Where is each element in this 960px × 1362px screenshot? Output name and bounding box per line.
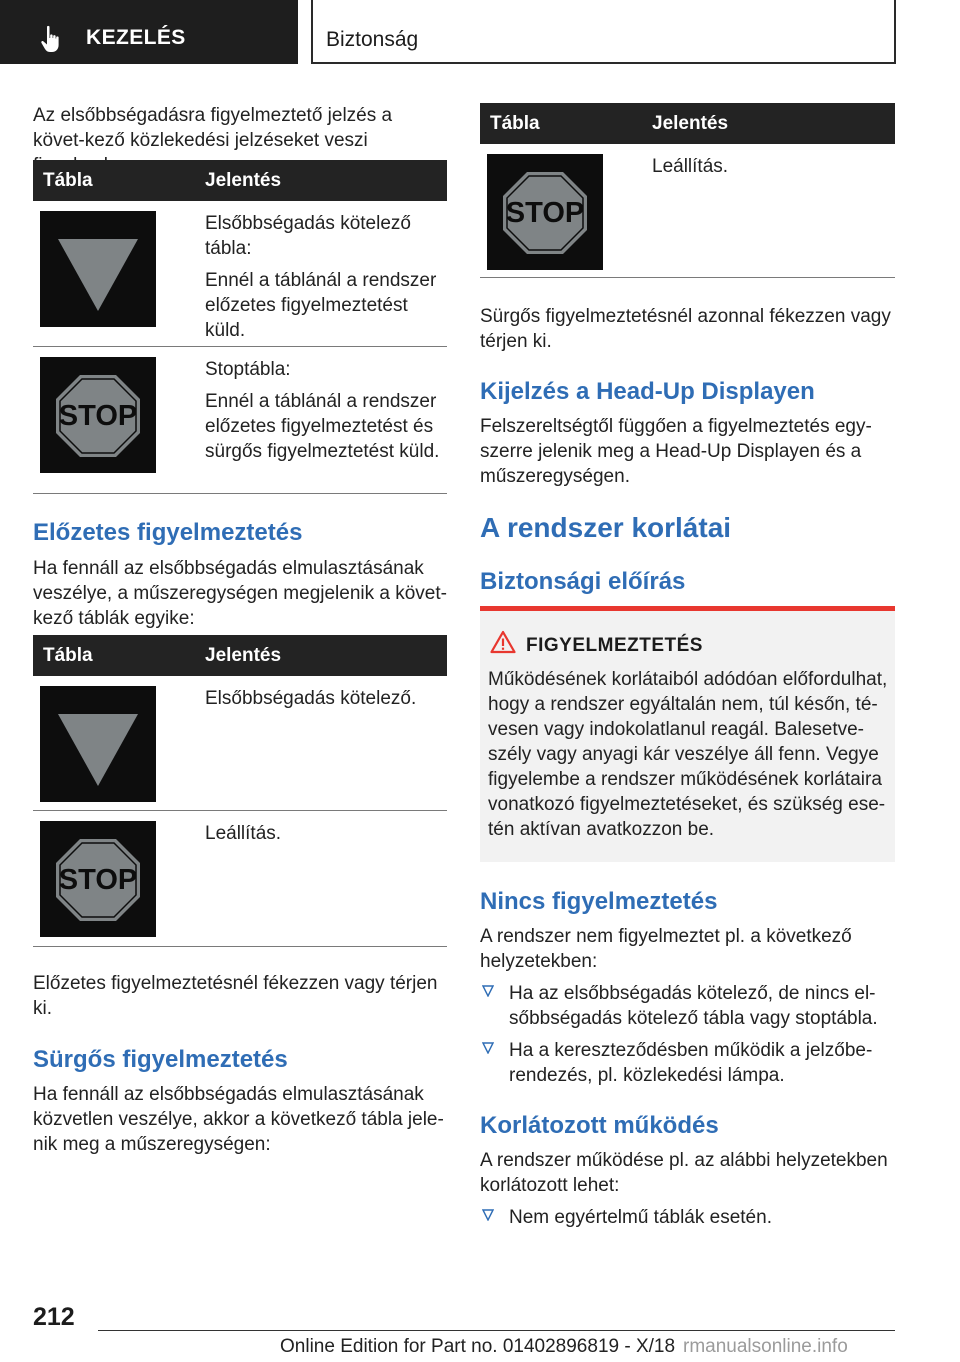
- urgent-paragraph: Ha fennáll az elsőbbségadás elmulasztásának közvetlen veszélye, akkor a következő tábla jele-nik meg a műszeregységen:: [33, 1084, 444, 1155]
- warning-body: Működésének korlátaiból adódóan előfordulhat, hogy a rendszer egyáltalán nem, túl későn, té-vesen vagy indokolatlanul reagál. Balesetve-szély vagy anyagi kár veszélye áll fenn. Vegye figyelembe a rendszer működésének korlátaira vonatkozó figyelmeztetéseket, és szükség ese-tén aktívan avatkozzon be.: [488, 669, 888, 840]
- preliminary-paragraph: Ha fennáll az elsőbbségadás elmulasztásának veszélye, a műszeregységen megjelenik a követ-kező táblák egyike:: [33, 558, 447, 629]
- table-header: [33, 635, 447, 676]
- heading-no-warning: Nincs figyelmeztetés: [480, 888, 718, 915]
- column-header-sign: Tábla: [490, 113, 540, 134]
- list-item: [480, 981, 895, 1031]
- urgent-brake-paragraph: Sürgős figyelmeztetésnél azonnal fékezzen vagy térjen ki.: [480, 306, 891, 352]
- stop-sign-text: STOP: [58, 864, 138, 896]
- warning-box: [480, 606, 895, 862]
- meaning-cell: [205, 686, 450, 718]
- warning-title: FIGYELMEZTETÉS: [526, 635, 703, 656]
- stop-sign-icon: [40, 357, 156, 473]
- meaning-line: Ennél a táblánál a rendszer előzetes figyelmeztetést küld.: [205, 270, 437, 341]
- list-item-text: Ha az elsőbbségadás kötelező, de nincs el-sőbbségadás kötelező tábla vagy stoptábla.: [509, 983, 878, 1029]
- edition-note: Online Edition for Part no. 01402896819 - X/18: [280, 1336, 676, 1357]
- stop-sign-text: STOP: [505, 197, 585, 229]
- list-item-text: Ha a kereszteződésben működik a jelzőbe-rendezés, pl. közlekedési lámpa.: [509, 1040, 873, 1086]
- hud-paragraph: Felszereltségtől függően a figyelmeztetés egy-szerre jelenik meg a Head-Up Displayen és a műszeregységen.: [480, 416, 872, 487]
- breadcrumb: [311, 0, 896, 64]
- heading-urgent-warning: Sürgős figyelmeztetés: [33, 1046, 288, 1073]
- column-header-sign: Tábla: [43, 645, 93, 666]
- no-warning-paragraph: A rendszer nem figyelmeztet pl. a következő helyzetekben:: [480, 926, 852, 972]
- meaning-cell: [205, 821, 450, 853]
- section-tab[interactable]: [0, 0, 298, 64]
- bullet-triangle-icon: [482, 1042, 494, 1054]
- table-row: [33, 811, 447, 947]
- list-item-text: Nem egyértelmű táblák esetén.: [509, 1207, 772, 1228]
- column-header-meaning: Jelentés: [652, 113, 729, 134]
- heading-preliminary-warning: Előzetes figyelmeztetés: [33, 519, 303, 546]
- meaning-line: Ennél a táblánál a rendszer előzetes figyelmeztetést és sürgős figyelmeztetést küld.: [205, 391, 440, 462]
- heading-system-limits: A rendszer korlátai: [480, 512, 732, 543]
- meaning-cell: [205, 211, 450, 350]
- table-row: [480, 144, 895, 278]
- table-row: [33, 347, 447, 494]
- heading-restricted-operation: Korlátozott működés: [480, 1112, 719, 1139]
- yield-sign-icon: [40, 686, 156, 802]
- column-header-meaning: Jelentés: [205, 170, 282, 191]
- sign-table-3: [480, 103, 895, 278]
- yield-sign-icon: [40, 211, 156, 327]
- restricted-paragraph: A rendszer működése pl. az alábbi helyzetekben korlátozott lehet:: [480, 1150, 888, 1196]
- section-tab-label: KEZELÉS: [86, 26, 186, 49]
- table-header: [33, 160, 447, 201]
- list-item: [480, 1205, 895, 1230]
- meaning-line: Leállítás.: [205, 823, 282, 844]
- meaning-line: Elsőbbségadás kötelező tábla:: [205, 213, 411, 259]
- preliminary-brake-paragraph: Előzetes figyelmeztetésnél fékezzen vagy térjen ki.: [33, 973, 438, 1019]
- list-item: [480, 1038, 895, 1088]
- bullet-triangle-icon: [482, 985, 494, 997]
- stop-sign-icon: [40, 821, 156, 937]
- stop-sign-text: STOP: [58, 400, 138, 432]
- warning-triangle-icon: [490, 630, 516, 654]
- meaning-cell: [652, 154, 897, 186]
- hand-pointer-icon: [38, 24, 66, 54]
- breadcrumb-label: Biztonság: [326, 28, 419, 51]
- table-row: [33, 676, 447, 811]
- heading-head-up-display: Kijelzés a Head-Up Displayen: [480, 378, 815, 405]
- page-number: 212: [33, 1303, 75, 1331]
- table-row: [33, 201, 447, 347]
- footer-divider: [98, 1330, 895, 1331]
- meaning-line: Elsőbbségadás kötelező.: [205, 688, 417, 709]
- meaning-line: Stoptábla:: [205, 359, 291, 380]
- bullet-triangle-icon: [482, 1209, 494, 1221]
- table-header: [480, 103, 895, 144]
- heading-safety-note: Biztonsági előírás: [480, 568, 686, 595]
- watermark: rmanualsonline.info: [683, 1336, 848, 1357]
- meaning-cell: [205, 357, 450, 471]
- sign-table-2: [33, 635, 447, 947]
- stop-sign-icon: [487, 154, 603, 270]
- sign-table-1: [33, 160, 447, 494]
- column-header-meaning: Jelentés: [205, 645, 282, 666]
- column-header-sign: Tábla: [43, 170, 93, 191]
- meaning-line: Leállítás.: [652, 156, 729, 177]
- intro-paragraph: Az elsőbbségadásra figyelmeztető jelzés a követ-kező közlekedési jelzéseket veszi: [33, 105, 393, 151]
